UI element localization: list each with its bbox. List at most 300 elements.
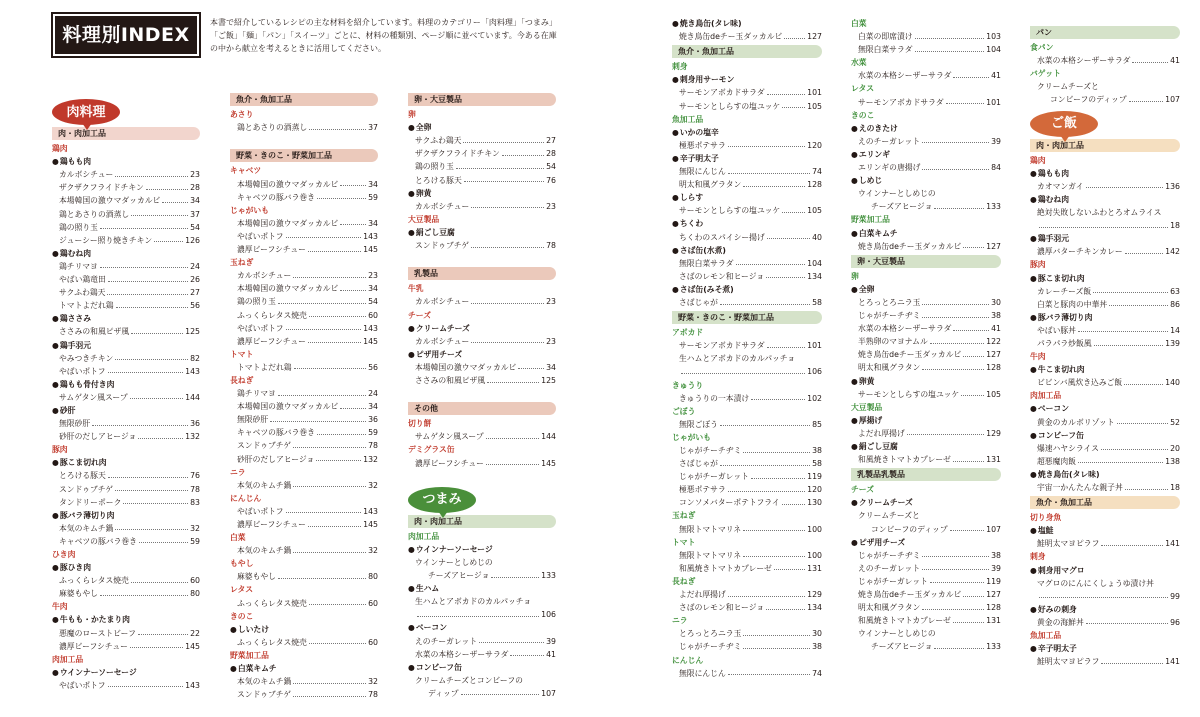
dish-title-line: ウインナーとしめじの <box>415 558 493 567</box>
dish-title: 砂肝のだしアヒージョ <box>237 454 315 464</box>
page-number: 107 <box>1165 95 1180 105</box>
leader-dots <box>774 566 805 570</box>
dish-entry <box>672 549 822 562</box>
dish-title: 焼き鳥缶deチー玉ダッカルビ <box>858 241 962 251</box>
page-number: 107 <box>986 524 1001 534</box>
dish-title: カオマンガイ <box>1037 181 1084 191</box>
dish-entry <box>851 240 1001 253</box>
dish-entry <box>230 413 378 426</box>
ingredient-group: 卵 <box>851 271 859 281</box>
leader-dots <box>915 48 985 52</box>
dish-entry <box>851 322 1001 335</box>
ingredient-group: 肉加工品 <box>408 531 440 541</box>
leader-dots <box>930 579 984 583</box>
dish-entry <box>230 121 378 134</box>
dish-title: 白菜と豚肉の中華丼 <box>1037 299 1108 309</box>
page-number: 32 <box>368 677 378 687</box>
page-number: 38 <box>991 550 1001 560</box>
ingredient-name: ● 鶏手羽元 <box>1030 232 1180 245</box>
dish-title: 焼き鳥缶deチー玉ダッカルビ <box>679 32 783 42</box>
dish-entry <box>52 469 200 482</box>
dish-entry <box>408 239 556 252</box>
leader-dots <box>131 212 188 216</box>
dish-title: じゃがチーチヂミ <box>858 311 921 321</box>
dish-title: 本気のキムチ鍋 <box>59 523 114 533</box>
ingredient-name: ● 牛こま切れ肉 <box>1030 363 1180 376</box>
dish-entry <box>1030 481 1180 494</box>
dish-entry <box>230 387 378 400</box>
page-number: 74 <box>812 167 822 177</box>
ingredient-name: ● ピザ用チーズ <box>408 348 556 361</box>
dish-entry <box>1030 180 1180 193</box>
dish-title: 水菜の本格シーザーサラダ <box>415 649 509 659</box>
dish-entry <box>408 200 556 213</box>
dish-entry <box>672 231 822 244</box>
dish-entry <box>408 687 556 700</box>
dish-entry <box>52 522 200 535</box>
dish-title: ささみの和風ピザ風 <box>59 327 130 337</box>
ingredient-group: バゲット <box>1030 69 1061 79</box>
page-number: 32 <box>368 546 378 556</box>
dish-entry <box>1030 54 1180 67</box>
page-number: 40 <box>812 232 822 242</box>
page-number: 24 <box>190 261 200 271</box>
dish-entry <box>408 335 556 348</box>
dish-entry <box>230 518 378 531</box>
dish-title: コンビーフのディップ <box>871 524 948 534</box>
page-number: 127 <box>986 241 1001 251</box>
ingredient-name: ● ピザ用チーズ <box>851 536 1001 549</box>
page-number: 78 <box>368 441 378 451</box>
dish-title: サクふわ鶏天 <box>415 136 462 146</box>
ingredient-name: ● 生ハム <box>408 582 556 595</box>
dish-title: ふっくらレタス焼売 <box>59 576 129 586</box>
page-number: 141 <box>1165 657 1180 667</box>
dish-title: じゃがチーチヂミ <box>679 642 742 652</box>
leader-dots <box>743 553 805 557</box>
page-number: 56 <box>190 301 200 311</box>
dish-title: 無限白菜サラダ <box>858 45 913 55</box>
dish-entry <box>672 30 822 43</box>
leader-dots <box>1132 59 1168 63</box>
dish-entry <box>230 269 378 282</box>
ingredient-name: ● 好みの刺身 <box>1030 603 1180 616</box>
page-number: 125 <box>185 327 200 337</box>
page-number: 119 <box>807 472 822 482</box>
dish-title: 麻婆もやし <box>237 572 276 582</box>
dish-title: 宇宙一かんたんな親子丼 <box>1037 483 1123 492</box>
page-number: 80 <box>190 589 200 599</box>
dish-title: 無限トマトマリネ <box>679 550 742 560</box>
dish-title: 焼き鳥缶deチー玉ダッカルビ <box>858 350 962 360</box>
dish-entry <box>851 309 1001 322</box>
dish-title: やばいポトフ <box>237 231 284 241</box>
dish-title: 濃厚ビーフシチュー <box>237 245 306 255</box>
leader-dots <box>930 340 984 344</box>
dish-title: サーモンアボカドサラダ <box>679 341 765 351</box>
leader-dots <box>108 278 188 282</box>
dish-title: 濃厚ビーフシチュー <box>237 520 306 529</box>
dish-entry <box>851 562 1001 575</box>
dish-title: じゃがチーチヂミ <box>858 550 921 560</box>
dish-title: 焼き鳥缶deチー玉ダッカルビ <box>858 590 962 600</box>
dish-entry <box>851 335 1001 348</box>
leader-dots <box>309 313 366 317</box>
dish-title: スンドゥブチゲ <box>237 690 292 700</box>
page-number: 30 <box>991 297 1001 307</box>
leader-dots <box>953 458 984 462</box>
index-column <box>851 17 1001 654</box>
page-number: 38 <box>812 446 822 455</box>
ingredient-name: ● 絹ごし豆腐 <box>851 440 1001 453</box>
page-number: 140 <box>1165 378 1180 388</box>
leader-dots <box>131 579 188 583</box>
page-number: 128 <box>986 363 1001 373</box>
page-number: 78 <box>546 241 556 251</box>
dish-title: ディップ <box>428 688 459 698</box>
dish-entry <box>408 361 556 374</box>
intro-text: 本書で紹介しているレシピの主な材料を紹介しています。料理のカテゴリー「肉料理」「つまみ」「ご飯」「麺」「パン」「スイーツ」ごとに、材料の種類別、ページ順に並べています。今ある在庫の中から献立を考えるときに活用してください。 <box>210 18 557 53</box>
leader-dots <box>316 457 361 461</box>
dish-title: 爆速ハヤシライス <box>1037 443 1099 453</box>
page-number: 23 <box>546 336 556 346</box>
page-number: 59 <box>368 428 378 438</box>
page-title: 料理別INDEX <box>55 16 197 54</box>
leader-dots <box>922 166 989 170</box>
dish-title: ささみの和風ピザ風 <box>415 375 486 385</box>
page-number: 127 <box>807 32 822 42</box>
ingredient-group: 食パン <box>1030 43 1054 53</box>
dish-entry <box>408 134 556 147</box>
dish-entry <box>52 325 200 338</box>
leader-dots <box>294 365 367 369</box>
page-number: 76 <box>546 175 556 185</box>
dish-entry <box>408 430 556 443</box>
dish-entry <box>408 374 556 387</box>
dish-entry <box>1030 616 1180 629</box>
dish-title: タンドリーポーク <box>59 497 122 507</box>
page-number: 74 <box>812 668 822 678</box>
page-number: 78 <box>368 690 378 700</box>
ingredient-group: 野菜加工品 <box>230 650 269 660</box>
leader-dots <box>340 182 366 186</box>
page-number: 131 <box>986 455 1001 465</box>
dish-entry <box>851 296 1001 309</box>
dish-title: 鶏チリマヨ <box>59 261 98 271</box>
dish-title: 本場韓国の激ウマダッカルビ <box>237 402 339 412</box>
leader-dots <box>946 100 984 104</box>
leader-dots <box>107 291 188 295</box>
dish-title: 明太和風グラタン <box>858 363 921 373</box>
ingredient-name: ● 白菜キムチ <box>230 662 378 675</box>
ingredient-name: ● しらす <box>672 191 822 204</box>
dish-entry <box>851 361 1001 374</box>
dish-title: やばいポトフ <box>59 366 106 376</box>
leader-dots <box>293 549 366 553</box>
page-number: 28 <box>190 183 200 193</box>
page-number: 100 <box>807 550 822 560</box>
leader-dots <box>934 645 984 649</box>
page-number: 34 <box>368 179 378 189</box>
dish-title: さばのレモン和ヒージョ <box>679 603 765 613</box>
dish-title: 和風焼きトマトカプレーゼ <box>679 563 772 573</box>
page-number: 105 <box>986 389 1001 399</box>
page-number: 107 <box>541 688 556 698</box>
page-number: 99 <box>1170 591 1180 601</box>
page-number: 103 <box>986 32 1001 42</box>
dish-title-line: ウインナーとしめじの <box>858 189 936 199</box>
leader-dots <box>1117 420 1169 424</box>
page-number: 105 <box>807 206 822 216</box>
page-number: 141 <box>1165 539 1180 549</box>
page-number: 18 <box>1170 483 1180 492</box>
ingredient-group: トマト <box>230 349 254 359</box>
dish-entry <box>851 135 1001 148</box>
dish-entry <box>230 217 378 230</box>
page-number: 133 <box>986 642 1001 652</box>
section-band: 魚介・魚加工品 <box>1030 496 1180 509</box>
leader-dots <box>751 396 805 400</box>
dish-title: 濃厚バターチキンカレー <box>1037 247 1123 257</box>
ingredient-group: 玉ねぎ <box>672 511 696 521</box>
dish-title: ビビンバ風炊き込みご飯 <box>1037 378 1123 388</box>
page-number: 38 <box>812 642 822 652</box>
dish-title: サーモンとしらすの塩ユッケ <box>858 389 960 399</box>
spacer <box>408 252 556 265</box>
leader-dots <box>1078 328 1168 332</box>
dish-entry <box>851 388 1001 401</box>
dish-entry <box>52 168 200 181</box>
dish-entry <box>52 260 200 273</box>
page-number: 101 <box>986 97 1001 107</box>
page-number: 24 <box>368 389 378 399</box>
dish-title: カルボシチュー <box>237 271 292 281</box>
dish-entry <box>1030 590 1180 603</box>
dish-title: とろける豚天 <box>59 471 106 481</box>
section-band: 肉・肉加工品 <box>1030 139 1180 152</box>
dish-title: コンソメバターポテトフライ <box>679 498 780 508</box>
dish-entry <box>672 257 822 270</box>
dish-entry <box>52 587 200 600</box>
dish-title: やばい鶏竜田 <box>59 275 106 285</box>
leader-dots <box>1039 224 1168 228</box>
leader-dots <box>743 645 810 649</box>
ingredient-name: ● ウインナーソーセージ <box>52 666 200 679</box>
leader-dots <box>782 209 805 213</box>
dish-title: 水菜の本格シーザーサラダ <box>858 324 952 334</box>
dish-title: 本気のキムチ鍋 <box>237 677 292 687</box>
page-number: 23 <box>368 271 378 281</box>
dish-title-line: 生ハムとアボカドのカルパッチョ <box>679 354 796 364</box>
ingredient-group: ひき肉 <box>52 550 76 559</box>
dish-title: やみつきチキン <box>59 353 114 363</box>
leader-dots <box>1125 250 1163 254</box>
dish-entry <box>230 335 378 348</box>
leader-dots <box>767 344 805 348</box>
leader-dots <box>950 527 984 531</box>
dish-entry <box>408 608 556 621</box>
dish-entry <box>408 648 556 661</box>
leader-dots <box>116 304 189 308</box>
dish-title: 鮭明太マヨピラフ <box>1037 539 1100 549</box>
page-number: 131 <box>807 563 822 573</box>
page-number: 76 <box>190 471 200 481</box>
page-number: 85 <box>812 419 822 429</box>
leader-dots <box>293 483 366 487</box>
page-number: 145 <box>185 641 200 651</box>
dish-entry <box>52 194 200 207</box>
dish-title: 水菜の本格シーザーサラダ <box>1037 56 1131 66</box>
dish-title-line: 生ハムとアボカドのカルパッチョ <box>415 597 532 607</box>
leader-dots <box>1039 594 1168 598</box>
dish-entry <box>851 69 1001 82</box>
leader-dots <box>922 314 989 318</box>
dish-entry <box>672 496 822 509</box>
page-number: 132 <box>185 432 200 442</box>
ingredient-group: じゃがいも <box>230 205 269 215</box>
leader-dots <box>162 199 188 203</box>
dish-entry <box>672 444 822 457</box>
page-number: 134 <box>807 603 822 613</box>
leader-dots <box>1109 302 1168 306</box>
ingredient-group: 豚肉 <box>52 445 68 455</box>
dish-entry <box>408 147 556 160</box>
dish-title: サーモンアボカドサラダ <box>679 88 765 98</box>
leader-dots <box>115 487 188 491</box>
leader-dots <box>309 601 366 605</box>
leader-dots <box>108 474 188 478</box>
ingredient-group: チーズ <box>408 310 432 320</box>
leader-dots <box>293 680 366 684</box>
page-number: 126 <box>185 235 200 245</box>
page-number: 143 <box>363 323 378 333</box>
dish-entry <box>52 430 200 443</box>
leader-dots <box>728 170 810 174</box>
leader-dots <box>340 287 366 291</box>
dish-title: 本場韓国の激ウマダッカルビ <box>237 218 339 228</box>
dish-title: えのチーガレット <box>858 136 921 146</box>
dish-entry <box>230 322 378 335</box>
dish-entry <box>851 161 1001 174</box>
leader-dots <box>1078 459 1163 463</box>
dish-entry <box>230 544 378 557</box>
leader-dots <box>138 631 188 635</box>
page-number: 54 <box>546 162 556 172</box>
page-number: 100 <box>807 524 822 534</box>
section-band: 野菜・きのこ・野菜加工品 <box>230 149 378 162</box>
dish-title: 鶏とあさりの酒蒸し <box>59 209 130 219</box>
leader-dots <box>115 356 188 360</box>
page-number: 36 <box>368 415 378 425</box>
dish-entry <box>672 418 822 431</box>
page-number: 78 <box>190 484 200 494</box>
leader-dots <box>953 327 989 331</box>
leader-dots <box>766 606 805 610</box>
ingredient-group: チーズ <box>851 485 875 495</box>
ingredient-name: ● ベーコン <box>1030 402 1180 415</box>
leader-dots <box>953 74 989 78</box>
dish-entry <box>672 457 822 470</box>
ingredient-name: ● コンビーフ缶 <box>408 661 556 674</box>
page-number: 59 <box>190 536 200 546</box>
ingredient-group: 玉ねぎ <box>230 258 254 268</box>
dish-entry <box>851 588 1001 601</box>
dish-entry <box>230 243 378 256</box>
dish-entry <box>1030 537 1180 550</box>
dish-title: 本気のキムチ鍋 <box>237 546 292 556</box>
dish-title: 鶏の照り玉 <box>415 162 454 172</box>
page-number: 23 <box>190 170 200 180</box>
dish-entry <box>230 282 378 295</box>
ingredient-name: ● 鶏手羽元 <box>52 339 200 352</box>
dish-title: 本場韓国の激ウマダッカルビ <box>415 362 517 372</box>
page-number: 39 <box>991 563 1001 573</box>
leader-dots <box>491 574 539 578</box>
leader-dots <box>1086 184 1164 188</box>
dish-title: カルボシチュー <box>59 170 114 180</box>
leader-dots <box>510 652 544 656</box>
dish-title: よだれ厚揚げ <box>679 590 726 600</box>
leader-dots <box>131 330 183 334</box>
dish-title: えのチーガレット <box>858 563 921 573</box>
ingredient-group: 大豆製品 <box>408 214 440 224</box>
dish-title: 麻婆もやし <box>59 589 98 599</box>
page-number: 143 <box>363 231 378 241</box>
dish-entry <box>52 640 200 653</box>
leader-dots <box>108 369 184 373</box>
section-band: 魚介・魚加工品 <box>672 45 822 58</box>
dish-entry <box>408 174 556 187</box>
dish-entry <box>672 270 822 283</box>
page-number: 133 <box>541 571 556 581</box>
ingredient-name: ● 塩鮭 <box>1030 524 1180 537</box>
dish-entry <box>408 569 556 582</box>
dish-entry <box>230 361 378 374</box>
leader-dots <box>767 235 810 239</box>
page-number: 60 <box>190 576 200 586</box>
category-badge: ご飯 <box>1030 111 1098 137</box>
dish-title: とろっとろニラ玉 <box>858 297 921 307</box>
dish-entry <box>672 365 822 378</box>
dish-title: サクふわ鶏天 <box>59 288 106 298</box>
leader-dots <box>154 238 183 242</box>
page-number: 41 <box>1170 56 1180 66</box>
dish-entry <box>672 139 822 152</box>
page-number: 131 <box>986 616 1001 626</box>
leader-dots <box>736 261 806 265</box>
dish-title: 無限白菜サラダ <box>679 258 734 268</box>
page-number: 58 <box>812 297 822 307</box>
page-number: 23 <box>546 201 556 211</box>
page-number: 101 <box>807 341 822 351</box>
page-number: 32 <box>190 523 200 533</box>
page-number: 127 <box>986 350 1001 360</box>
page-number: 59 <box>368 192 378 202</box>
leader-dots <box>1124 381 1163 385</box>
dish-title: 本場韓国の激ウマダッカルビ <box>237 284 339 294</box>
page-number: 86 <box>1170 299 1180 309</box>
leader-dots <box>751 475 805 479</box>
dish-entry <box>672 86 822 99</box>
ingredient-group: 牛肉 <box>1030 352 1046 362</box>
leader-dots <box>743 527 805 531</box>
dish-entry <box>672 627 822 640</box>
dish-title: サムゲタン風スープ <box>59 392 128 402</box>
category-badge: つまみ <box>408 487 476 513</box>
dish-entry <box>672 100 822 113</box>
dish-title: スンドゥブチゲ <box>59 484 114 494</box>
dish-entry <box>230 597 378 610</box>
